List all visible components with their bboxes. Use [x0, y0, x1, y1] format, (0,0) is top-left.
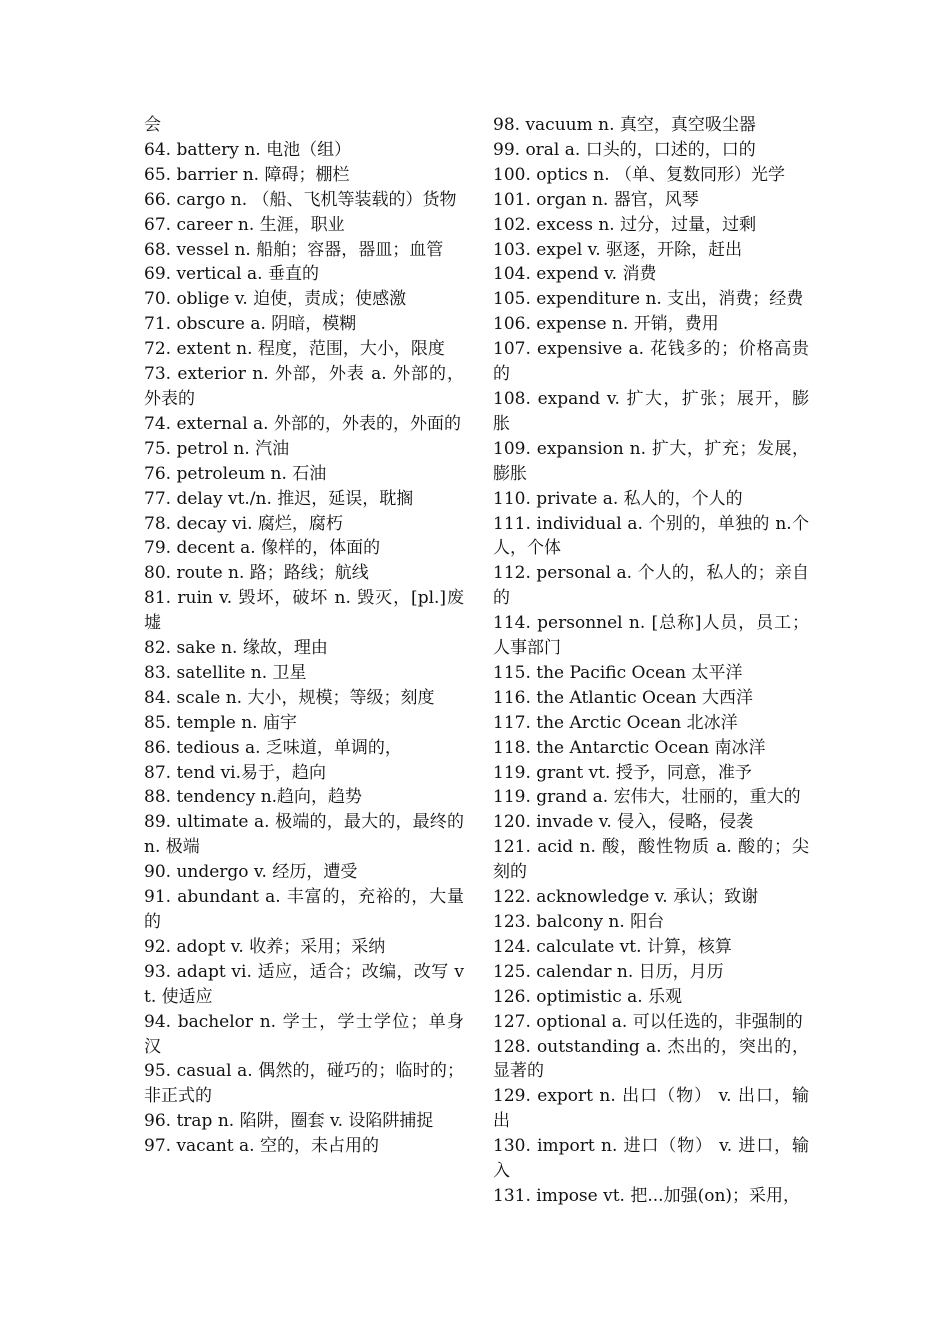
vocab-entry: 114. personnel n. [总称]人员，员工；人事部门 [493, 613, 809, 659]
vocab-entry: 会 [144, 115, 161, 135]
right-column [493, 113, 809, 1209]
vocab-entry: 76. petroleum n. 石油 [144, 463, 327, 484]
vocab-entry: 79. decent a. 像样的，体面的 [144, 538, 381, 559]
vocab-entry: 126. optimistic a. 乐观 [493, 986, 683, 1007]
vocab-entry: 96. trap n. 陷阱，圈套 v. 设陷阱捕捉 [144, 1111, 434, 1132]
vocab-entry: 109. expansion n. 扩大，扩充；发展，膨胀 [493, 438, 809, 484]
vocab-entry: 104. expend v. 消费 [493, 264, 657, 285]
vocab-entry: 85. temple n. 庙宇 [144, 712, 297, 733]
vocab-entry: 98. vacuum n. 真空，真空吸尘器 [493, 115, 756, 135]
vocab-entry: 71. obscure a. 阴暗，模糊 [144, 314, 357, 335]
vocab-entry: 124. calculate vt. 计算，核算 [493, 936, 732, 957]
vocab-entry: 66. cargo n. （船、飞机等装载的）货物 [144, 189, 457, 210]
vocab-entry: 83. satellite n. 卫星 [144, 662, 307, 683]
vocab-entry: 74. external a. 外部的，外表的，外面的 [144, 413, 461, 434]
vocab-entry: 73. exterior n. 外部，外表 a. 外部的，外表的 [144, 364, 464, 409]
vocab-entry: 131. impose vt. 把...加强(on)；采用， [493, 1185, 801, 1206]
vocab-entry: 110. private a. 私人的，个人的 [493, 488, 743, 509]
vocab-entry: 118. the Antarctic Ocean 南冰洋 [493, 737, 766, 758]
vocab-entry: 106. expense n. 开销，费用 [493, 314, 719, 335]
vocab-entry: 125. calendar n. 日历，月历 [493, 961, 724, 982]
vocab-entry: 70. oblige v. 迫使，责成；使感激 [144, 289, 407, 310]
vocab-entry: 94. bachelor n. 学士，学士学位；单身汉 [144, 1011, 464, 1057]
vocab-entry: 91. abundant a. 丰富的，充裕的，大量的 [144, 887, 464, 932]
vocab-entry: 64. battery n. 电池（组） [144, 139, 352, 160]
vocab-entry: 99. oral a. 口头的，口述的，口的 [493, 139, 756, 160]
vocab-entry: 93. adapt vi. 适应，适合；改编，改写 vt. 使适应 [144, 961, 464, 1007]
vocab-entry: 130. import n. 进口（物） v. 进口，输入 [493, 1136, 809, 1182]
vocab-entry: 92. adopt v. 收养；采用；采纳 [144, 936, 386, 957]
vocab-entry: 127. optional a. 可以任选的，非强制的 [493, 1011, 803, 1032]
vocab-entry: 107. expensive a. 花钱多的；价格高贵的 [493, 339, 809, 385]
left-column [144, 113, 464, 1159]
vocab-entry: 111. individual a. 个别的，单独的 n.个人，个体 [493, 513, 809, 559]
vocab-entry: 95. casual a. 偶然的，碰巧的；临时的；非正式的 [144, 1061, 464, 1107]
vocab-entry: 80. route n. 路；路线；航线 [144, 563, 369, 584]
vocab-entry: 69. vertical a. 垂直的 [144, 264, 319, 285]
vocab-entry: 100. optics n. （单、复数同形）光学 [493, 164, 786, 185]
vocab-entry: 67. career n. 生涯，职业 [144, 214, 345, 235]
vocab-entry: 103. expel v. 驱逐，开除，赶出 [493, 239, 743, 260]
vocab-entry: 75. petrol n. 汽油 [144, 438, 290, 459]
vocab-entry: 89. ultimate a. 极端的，最大的，最终的 n. 极端 [144, 812, 464, 858]
vocab-entry: 119. grant vt. 授予，同意，准予 [493, 762, 752, 783]
vocab-entry: 102. excess n. 过分，过量，过剩 [493, 214, 757, 235]
vocab-entry: 105. expenditure n. 支出，消费；经费 [493, 289, 804, 310]
vocab-entry: 68. vessel n. 船舶；容器，器皿；血管 [144, 239, 444, 260]
vocab-entry: 116. the Atlantic Ocean 大西洋 [493, 687, 754, 708]
vocab-entry: 72. extent n. 程度，范围，大小，限度 [144, 339, 445, 360]
vocab-entry: 128. outstanding a. 杰出的，突出的，显著的 [493, 1036, 809, 1082]
vocab-entry: 90. undergo v. 经历，遭受 [144, 862, 358, 883]
vocab-entry: 65. barrier n. 障碍；棚栏 [144, 164, 350, 185]
vocab-entry: 108. expand v. 扩大，扩张；展开，膨胀 [493, 388, 809, 434]
vocab-entry: 77. delay vt./n. 推迟，延误，耽搁 [144, 488, 414, 509]
vocab-entry: 87. tend vi.易于，趋向 [144, 762, 327, 783]
vocab-entry: 81. ruin v. 毁坏，破坏 n. 毁灭，[pl.]废墟 [144, 588, 464, 634]
vocab-entry: 123. balcony n. 阳台 [493, 912, 665, 932]
vocab-entry: 122. acknowledge v. 承认；致谢 [493, 887, 759, 908]
vocab-entry: 78. decay vi. 腐烂，腐朽 [144, 513, 343, 534]
vocab-entry: 115. the Pacific Ocean 太平洋 [493, 662, 743, 683]
vocab-entry: 119. grand a. 宏伟大，壮丽的，重大的 [493, 787, 801, 808]
vocab-entry: 117. the Arctic Ocean 北冰洋 [493, 712, 738, 733]
vocab-entry: 112. personal a. 个人的，私人的；亲自的 [493, 563, 809, 609]
vocab-entry: 121. acid n. 酸，酸性物质 a. 酸的；尖刻的 [493, 837, 809, 883]
vocab-entry: 82. sake n. 缘故，理由 [144, 638, 328, 659]
vocab-entry: 129. export n. 出口（物） v. 出口，输出 [493, 1086, 809, 1132]
vocab-entry: 97. vacant a. 空的，未占用的 [144, 1136, 379, 1157]
vocab-entry: 88. tendency n.趋向，趋势 [144, 787, 363, 808]
vocab-entry: 101. organ n. 器官，风琴 [493, 189, 699, 210]
vocab-entry: 86. tedious a. 乏味道，单调的， [144, 737, 402, 758]
vocab-entry: 84. scale n. 大小，规模；等级；刻度 [144, 687, 435, 708]
vocab-entry: 120. invade v. 侵入，侵略，侵袭 [493, 812, 754, 833]
